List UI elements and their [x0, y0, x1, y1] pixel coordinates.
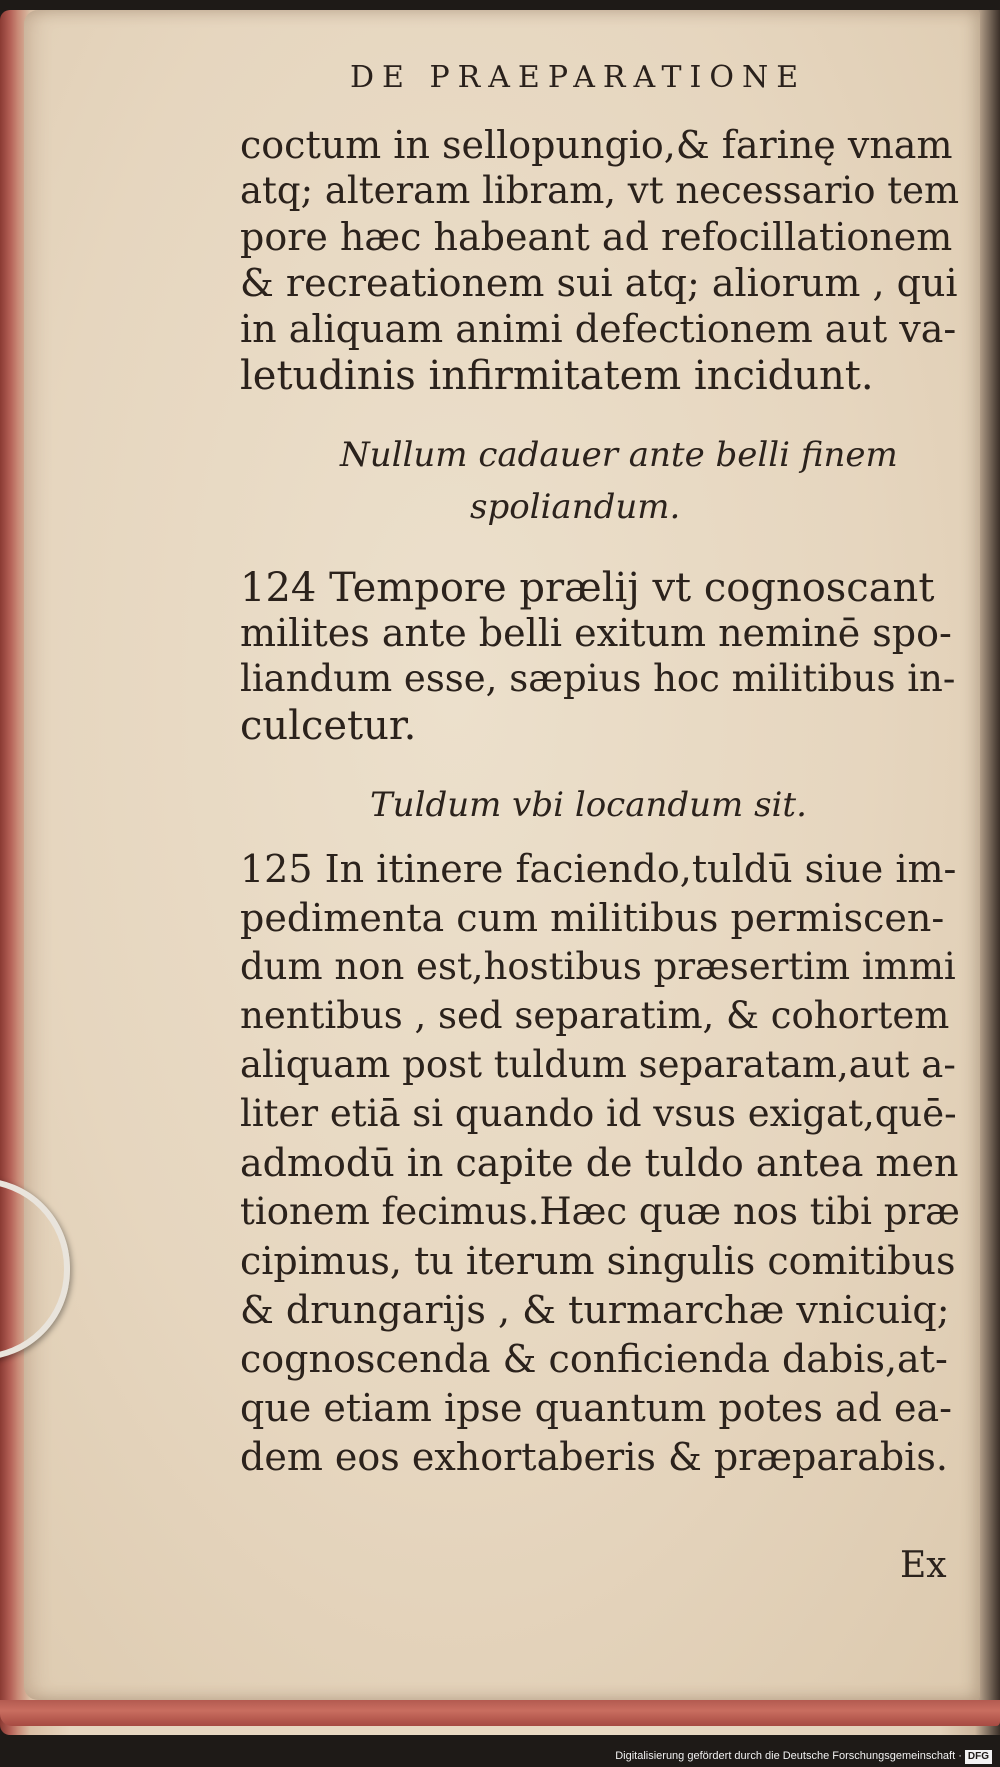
digitization-credit [600, 1747, 992, 1765]
text-line: pedimenta cum militibus permiscen- [240, 896, 945, 940]
catchword: Ex [900, 1545, 947, 1586]
text-line: coctum in sellopungio,& farinę vnam [240, 123, 953, 167]
text-line: cognoscenda & conficienda dabis,at- [240, 1337, 948, 1381]
text-line: atq; alteram libram, vt necessario tem [240, 169, 960, 212]
text-line: nentibus , sed separatim, & cohortem [240, 994, 950, 1037]
text-line: dem eos exhortaberis & præparabis. [240, 1435, 948, 1479]
text-line: cipimus, tu iterum singulis comitibus [240, 1239, 956, 1283]
page-edge-bottom [0, 1700, 1000, 1726]
text-line: in aliquam animi defectionem aut va- [240, 307, 957, 351]
text-line: liandum esse, sæpius hoc militibus in- [240, 657, 956, 700]
dfg-logo: DFG [965, 1750, 992, 1764]
section-heading: Tuldum vbi locandum sit. [370, 785, 807, 825]
section-heading: Nullum cadauer ante belli finem [340, 435, 898, 475]
text-line: tionem fecimus.Hæc quæ nos tibi præ [240, 1190, 960, 1233]
text-line: 124 Tempore prælij vt cognoscant [240, 565, 935, 611]
text-line: letudinis infirmitatem incidunt. [240, 353, 874, 399]
text-line: & drungarijs , & turmarchæ vnicuiq; [240, 1288, 950, 1332]
text-line: pore hæc habeant ad refocillationem [240, 215, 953, 259]
running-head: DE PRAEPARATIONE [350, 60, 807, 95]
text-line: dum non est,hostibus præsertim immi [240, 945, 956, 988]
text-line: aliquam post tuldum separatam,aut a- [240, 1043, 956, 1086]
text-line: & recreationem sui atq; aliorum , qui [240, 261, 958, 305]
section-heading: spoliandum. [470, 487, 681, 527]
text-line: liter etiā si quando id vsus exigat,quē- [240, 1092, 957, 1135]
text-line: que etiam ipse quantum potes ad ea- [240, 1386, 952, 1430]
text-line: admodū in capite de tuldo antea men [240, 1141, 959, 1185]
text-line: culcetur. [240, 703, 417, 749]
text-line: milites ante belli exitum neminē spo- [240, 611, 952, 655]
text-line: 125 In itinere faciendo,tuldū siue im- [240, 847, 957, 891]
credit-text: Digitalisierung gefördert durch die Deutsche Forschungsgemeinschaft · [615, 1750, 962, 1762]
